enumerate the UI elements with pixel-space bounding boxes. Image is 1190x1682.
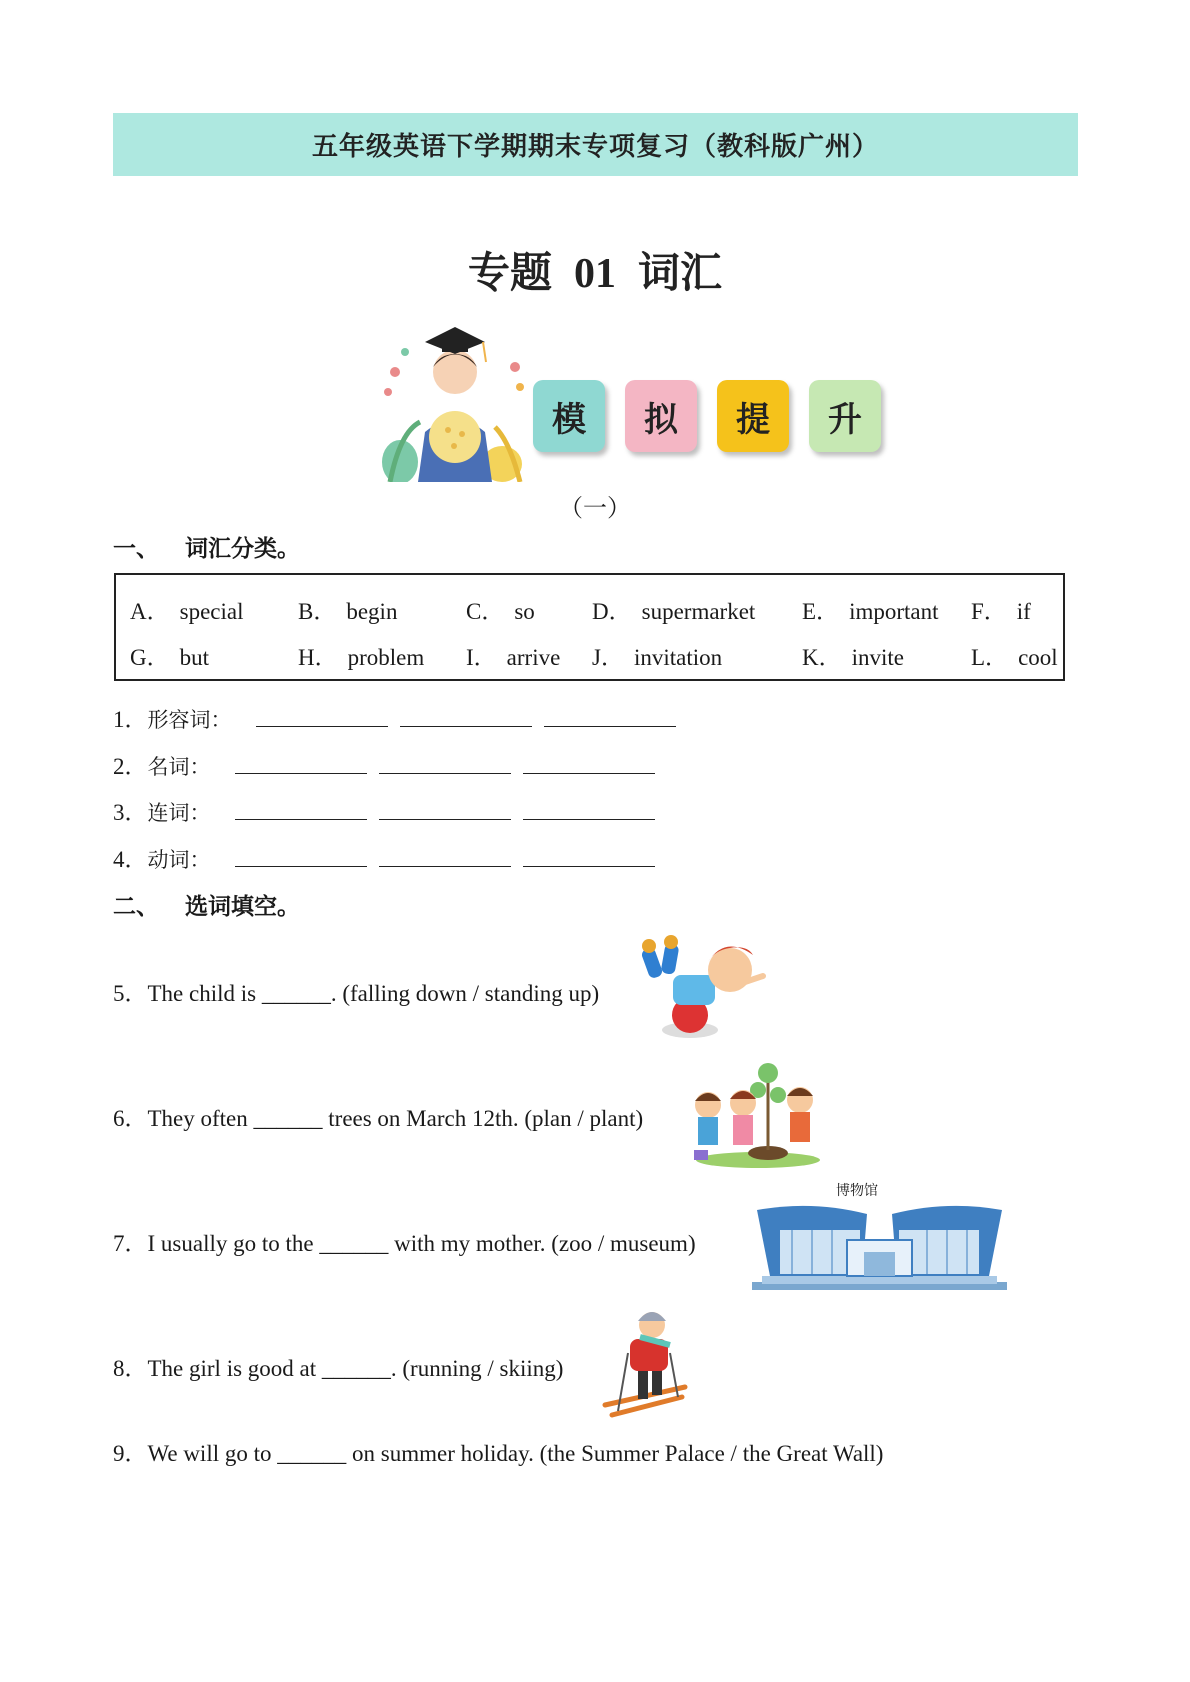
word-item: J． invitation xyxy=(592,645,723,670)
museum-sign: 博物馆 xyxy=(836,1183,878,1199)
question-6: 6．They often ______ trees on March 12th. (plan / plant) xyxy=(113,1106,644,1131)
word-item: A． special xyxy=(130,599,244,624)
badge-sheng: 升 xyxy=(809,380,881,452)
badge-row xyxy=(533,380,881,452)
section-1-heading xyxy=(113,530,300,563)
question-8: 8．The girl is good at ______. (running / skiing) xyxy=(113,1356,564,1381)
falling-child-image xyxy=(635,930,770,1045)
category-line-noun: 2．名词： xyxy=(113,748,655,781)
word-item: H． problem xyxy=(298,645,425,670)
header-banner xyxy=(113,113,1078,176)
skiing-girl-image xyxy=(600,1305,695,1420)
title-number: 01 xyxy=(574,251,616,297)
word-item: F． if xyxy=(971,599,1031,624)
word-bank-box xyxy=(114,573,1065,681)
answer-blank[interactable]: ______ xyxy=(319,1231,389,1256)
answer-blank[interactable]: ______ xyxy=(261,981,331,1006)
teacher-illustration xyxy=(380,312,530,482)
answer-blank[interactable]: ______ xyxy=(321,1356,391,1381)
section-2-heading xyxy=(113,888,300,921)
answer-blank[interactable] xyxy=(523,844,655,867)
question-9: 9．We will go to ______ on summer holiday. (the Summer Palace / the Great Wall) xyxy=(113,1441,884,1466)
answer-blank[interactable] xyxy=(256,704,388,727)
category-line-conjunction: 3．连词： xyxy=(113,794,655,827)
museum-building-image xyxy=(752,1200,1007,1292)
question-7: 7．I usually go to the ______ with my mother. (zoo / museum) xyxy=(113,1231,696,1256)
answer-blank[interactable] xyxy=(379,751,511,774)
answer-blank[interactable] xyxy=(235,797,367,820)
word-item: B． begin xyxy=(298,599,398,624)
category-line-verb: 4．动词： xyxy=(113,841,655,874)
section-1-title: 词汇分类。 xyxy=(185,536,300,562)
word-item: L． cool xyxy=(971,645,1058,670)
title-prefix: 专题 xyxy=(467,248,552,297)
answer-blank[interactable] xyxy=(379,844,511,867)
word-item: C． so xyxy=(466,599,535,624)
page-title xyxy=(0,240,1190,300)
word-item: G． but xyxy=(130,645,210,670)
answer-blank[interactable] xyxy=(235,751,367,774)
word-item: I． arrive xyxy=(466,645,561,670)
answer-blank[interactable] xyxy=(523,797,655,820)
badge-ti: 提 xyxy=(717,380,789,452)
answer-blank[interactable]: ______ xyxy=(253,1106,323,1131)
answer-blank[interactable] xyxy=(544,704,676,727)
word-item: K． invite xyxy=(802,645,905,670)
word-item: D． supermarket xyxy=(592,599,756,624)
section-1-number: 一、 xyxy=(113,536,159,562)
answer-blank[interactable] xyxy=(379,797,511,820)
badge-mo: 模 xyxy=(533,380,605,452)
title-suffix: 词汇 xyxy=(638,248,723,297)
badge-ni: 拟 xyxy=(625,380,697,452)
planting-trees-image xyxy=(688,1055,823,1170)
section-2-title: 选词填空。 xyxy=(185,894,300,920)
question-5: 5．The child is ______. (falling down / standing up) xyxy=(113,981,600,1006)
section-2-number: 二、 xyxy=(113,894,159,920)
subtitle: （一） xyxy=(559,496,631,522)
answer-blank[interactable] xyxy=(400,704,532,727)
banner-text: 五年级英语下学期期末专项复习（教科版广州） xyxy=(311,132,879,162)
category-line-adjective: 1．形容词： xyxy=(113,701,676,734)
answer-blank[interactable]: ______ xyxy=(277,1441,347,1466)
answer-blank[interactable] xyxy=(523,751,655,774)
answer-blank[interactable] xyxy=(235,844,367,867)
word-item: E． important xyxy=(802,599,939,624)
